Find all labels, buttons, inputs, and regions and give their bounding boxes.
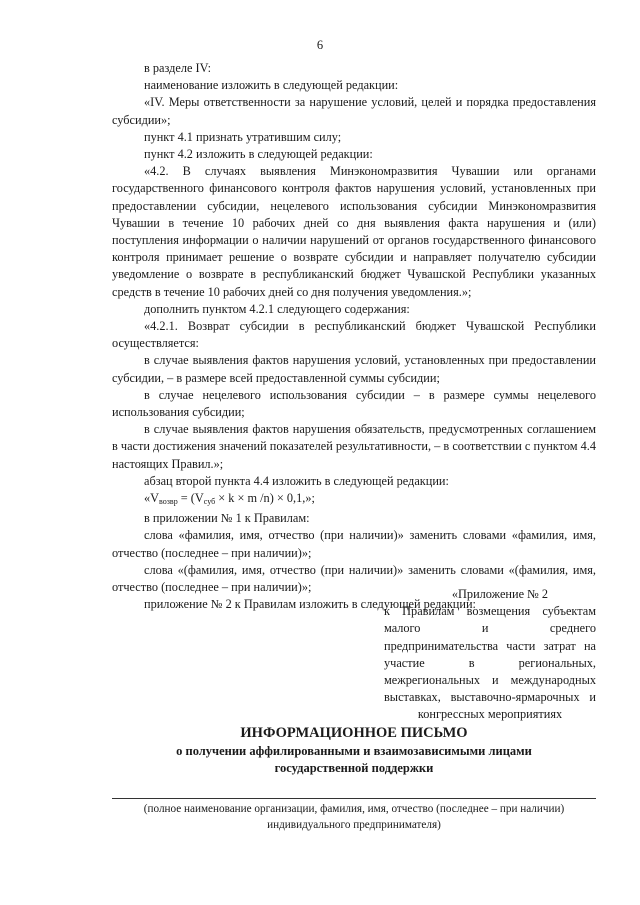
appendix-text: к Правилам возмещения субъектам малого и среднего предпринимательства части затрат на участие в региональных, межрегиональных и международных выставках, выставочно-ярмарочных и конгрессных мероприятиях (384, 604, 596, 722)
letter-subtitle-line-2: государственной поддержки (274, 761, 434, 775)
paragraph: приложение № 2 к Правилам изложить в следующей редакции: (144, 597, 476, 612)
page-number: 6 (316, 38, 324, 52)
fill-in-line (112, 798, 596, 799)
paragraph: дополнить пунктом 4.2.1 следующего содержания: (144, 301, 410, 316)
paragraph: в разделе IV: (144, 61, 211, 75)
appendix-block (384, 586, 596, 724)
line-caption (112, 801, 596, 833)
formula: «$V_{возвр} = (V_{суб} \times k \times m$ /n) × 0,1,»; (144, 491, 315, 507)
caption-line-2: индивидуального предпринимателя) (267, 819, 441, 831)
paragraph: пункт 4.2 изложить в следующей редакции: (144, 147, 373, 162)
paragraph: «4.2.1. Возврат субсидии в республиканский бюджет Чувашской Республики осуществляется: (112, 319, 596, 351)
paragraph: в случае выявления фактов нарушения обязательств, предусмотренных соглашением в части достижения значений показателей результативности, – в соответствии с пунктом 4.4 настоящих Правил.»; (112, 422, 596, 471)
paragraph: слова «(фамилия, имя, отчество (при наличии)» заменить словами «(фамилия, имя, отчество (последнее – при наличии)»; (112, 562, 596, 595)
paragraph: слова «фамилия, имя, отчество (при наличии)» заменить словами «фамилия, имя, отчество (последнее – при наличии)»; (112, 528, 596, 560)
paragraph: в приложении № 1 к Правилам: (144, 511, 310, 526)
paragraph: «IV. Меры ответственности за нарушение условий, целей и порядка предоставления субсидии»; (112, 95, 596, 127)
document-body (112, 60, 596, 614)
appendix-heading: «Приложение № 2 (451, 587, 549, 601)
paragraph: «4.2. В случаях выявления Минэкономразвития Чувашии или органами государственного финансового контроля фактов нарушения условий, установленных при предоставлении субсидии, нецелевого использования субсидии Минэкономразвития Чувашии в течение 10 рабочих дней со дня выявления факта нарушения и (или) поступления информации о наличии нарушений от органов государственного финансового контроля принимает решение о возврате субсидии и направляет получателю субсидии уведомление о возврате в республиканский бюджет Чувашской Республики указанных средств в течение 10 рабочих дней со дня получения уведомления.»; (112, 164, 596, 299)
letter-title-block (112, 724, 596, 777)
paragraph: пункт 4.1 признать утратившим силу; (144, 129, 342, 144)
paragraph: в случае выявления фактов нарушения условий, установленных при предоставлении субсидии, – в размере всей предоставленной суммы субсидии; (112, 353, 596, 385)
caption-line-1: (полное наименование организации, фамилия, имя, отчество (последнее – при наличии) (143, 803, 565, 815)
paragraph: наименование изложить в следующей редакции: (144, 78, 399, 93)
paragraph: абзац второй пункта 4.4 изложить в следующей редакции: (144, 473, 449, 488)
letter-title: ИНФОРМАЦИОННОЕ ПИСЬМО (240, 725, 468, 741)
letter-subtitle-line-1: о получении аффилированными и взаимозависимыми лицами (176, 744, 532, 758)
paragraph: в случае нецелевого использования субсидии – в размере суммы нецелевого использования субсидии; (112, 387, 596, 420)
